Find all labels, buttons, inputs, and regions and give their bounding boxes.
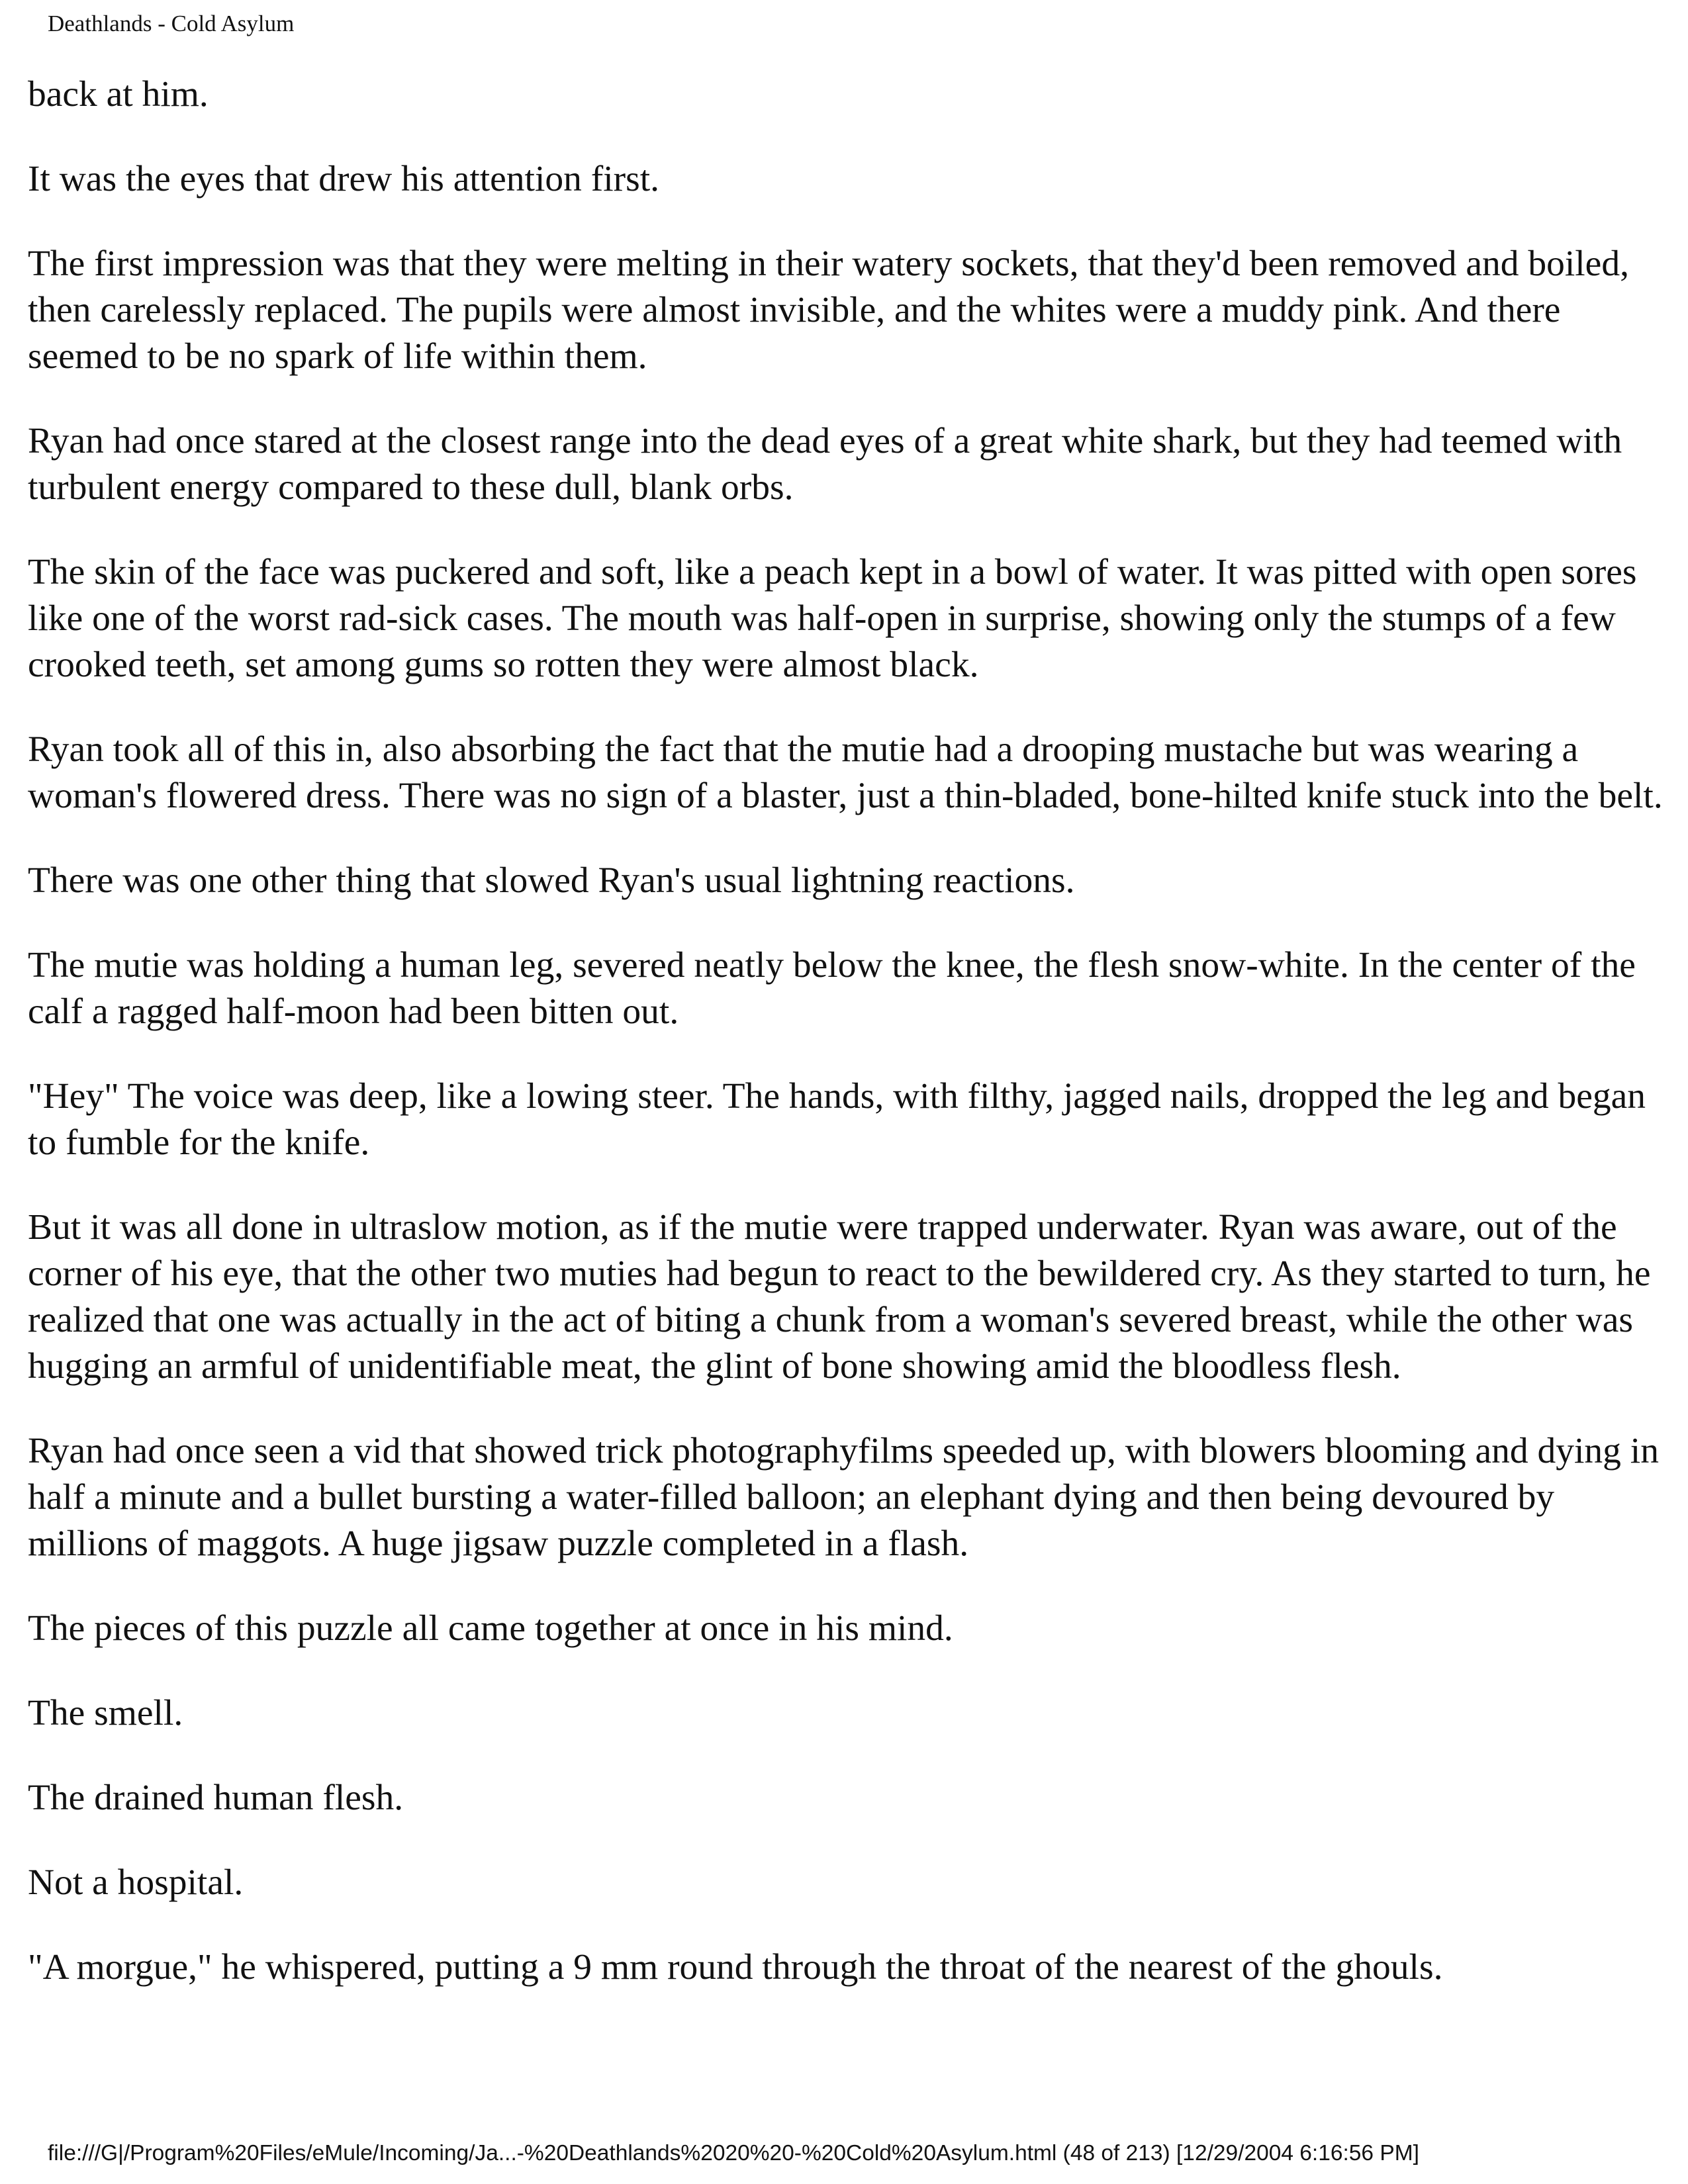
paragraph: back at him. (28, 74, 209, 114)
paragraph: It was the eyes that drew his attention first. (28, 159, 660, 199)
paragraph: The first impression was that they were melting in their watery sockets, that they'd been removed and boiled, then carelessly replaced. The pupils were almost invisible, and the whites were a muddy pink. And there seemed to be no spark of life within them. (28, 244, 1629, 377)
paragraph: "Hey" The voice was deep, like a lowing steer. The hands, with filthy, jagged nails, dropped the leg and began to fumble for the knife. (28, 1076, 1646, 1163)
paragraph: The pieces of this puzzle all came together at once in his mind. (28, 1608, 953, 1649)
paragraph: There was one other thing that slowed Ryan's usual lightning reactions. (28, 860, 1075, 901)
paragraph: Ryan took all of this in, also absorbing the fact that the mutie had a drooping mustache but was wearing a woman's flowered dress. There was no sign of a blaster, just a thin-bladed, bone-hilted knife stuck into the belt. (28, 729, 1663, 816)
paragraph: Ryan had once seen a vid that showed trick photographyfilms speeded up, with blowers blooming and dying in half a minute and a bullet bursting a water-filled balloon; an elephant dying and then being devoured by millions of maggots. A huge jigsaw puzzle completed in a flash. (28, 1431, 1659, 1564)
paragraph: The mutie was holding a human leg, severed neatly below the knee, the flesh snow-white. In the center of the calf a ragged half-moon had been bitten out. (28, 945, 1636, 1032)
paragraph: The smell. (28, 1693, 183, 1733)
paragraph: The drained human flesh. (28, 1778, 404, 1818)
paragraph: Ryan had once stared at the closest range into the dead eyes of a great white shark, but they had teemed with turbulent energy compared to these dull, blank orbs. (28, 421, 1622, 508)
page-footer-file-path: file:///G|/Program%20Files/eMule/Incoming/Ja...-%20Deathlands%2020%20-%20Cold%20Asylum.html (48 of 213) [12/29/2004 6:16:56 PM] (48, 2141, 1419, 2165)
paragraph: The skin of the face was puckered and soft, like a peach kept in a bowl of water. It was pitted with open sores like one of the worst rad-sick cases. The mouth was half-open in surprise, showing only the stumps of a few crooked teeth, set among gums so rotten they were almost black. (28, 552, 1637, 685)
paragraph: But it was all done in ultraslow motion, as if the mutie were trapped underwater. Ryan was aware, out of the corner of his eye, that the other two muties had begun to react to the bewildered cry. As they started to turn, he realized that one was actually in the act of biting a chunk from a woman's severed breast, while the other was hugging an armful of unidentifiable meat, the glint of bone showing amid the bloodless flesh. (28, 1207, 1651, 1387)
page-header-title: Deathlands - Cold Asylum (48, 11, 295, 36)
paragraph: Not a hospital. (28, 1862, 244, 1903)
paragraph: "A morgue," he whispered, putting a 9 mm round through the throat of the nearest of the ghouls. (28, 1947, 1443, 1987)
document-body (28, 71, 1663, 1991)
